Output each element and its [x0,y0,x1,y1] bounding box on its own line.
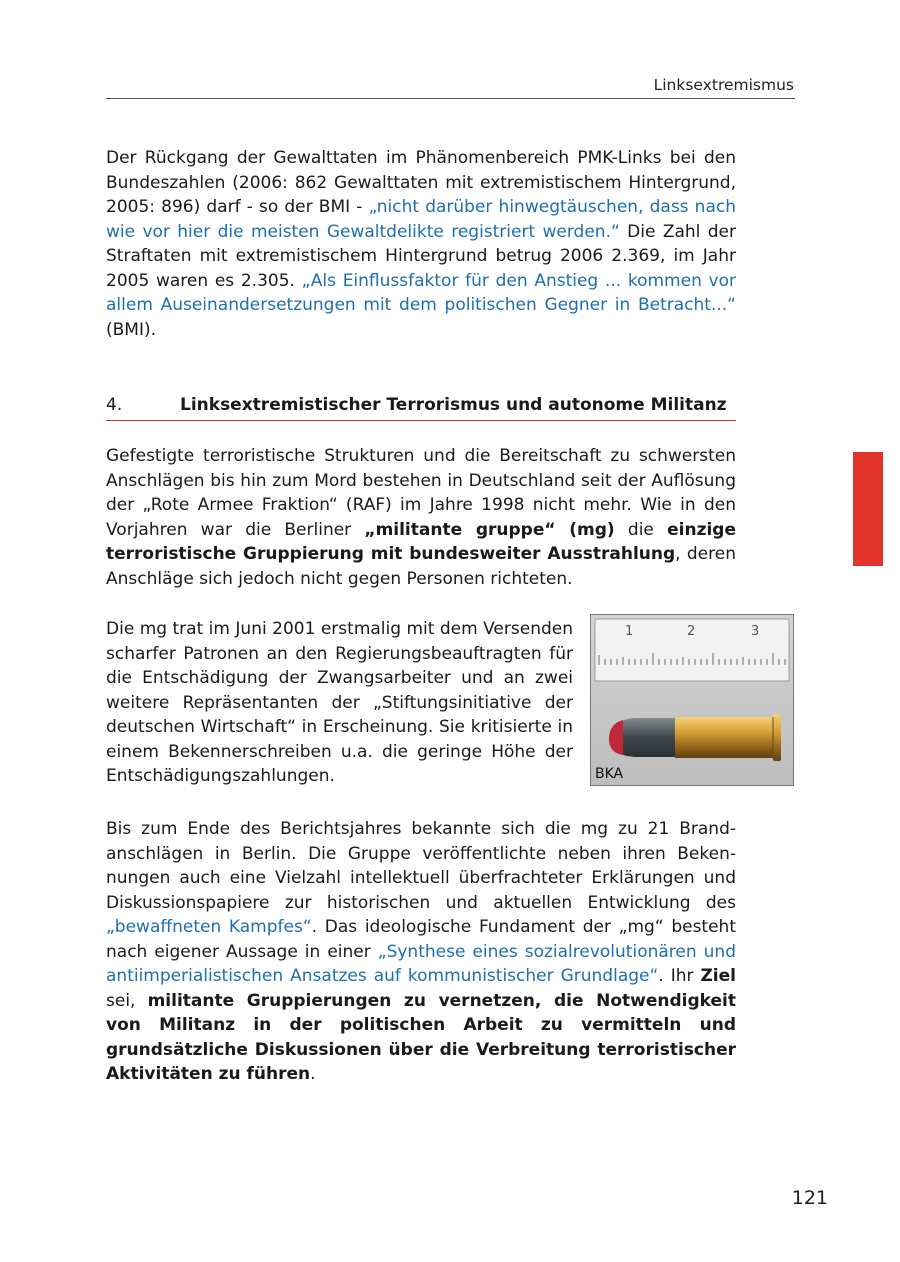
cartridge [609,714,781,761]
p4-quote-2: „Synthese eines sozialrevolutionären und antiimperialistischen Ansatzes auf kommunistischer Grundlage“ [106,941,736,986]
p2-text-2: die [614,519,668,540]
p4-text-5: . [310,1064,316,1084]
p1-text-3: (BMI). [106,319,157,340]
p2-bold-1: „militante gruppe“ (mg) [364,519,615,540]
ruler-label-1: 1 [625,624,634,639]
running-header: Linksextremismus [653,76,794,94]
paragraph-2 [106,444,736,591]
p1-quote-1: „nicht darüber hinwegtäuschen, dass nach wie vor hier die meisten Gewaltdelikte registriert werden.“ [106,197,736,242]
p4-bold-1: Ziel [700,966,736,986]
p1-quote-2: „Als Einflussfaktor für den Anstieg ... kommen vor allem Auseinandersetzungen mit dem politischen Gegner in Betracht...“ [106,270,736,315]
section-heading [106,395,736,419]
figure-caption: BKA [595,766,624,782]
ruler-label-2: 2 [687,624,696,639]
section-title: Linksextremistischer Terrorismus und autonome Militanz [180,395,727,415]
paragraph-3: Die mg trat im Juni 2001 erstmalig mit dem Versenden scharfer Patronen an den Regierungsbeauftragten für die Entschädigung der Zwangsarbeiter und an zwei weitere Repräsentanten der „Stiftungsinitiative der deutschen Wirtschaft“ in Erscheinung. Sie kritisierte in einem Bekennerschreiben u.a. die geringe Höhe der Entschädigungszahlungen. [106,619,573,786]
p2-bold-2: einzige terroristische Gruppierung mit bundesweiter Ausstrahlung [106,519,736,564]
section-number: 4. [106,395,123,415]
p2-text-3: , deren Anschläge sich jedoch nicht gegen Personen richteten. [106,544,736,589]
p4-text-4: sei, [106,990,148,1011]
paragraph-4 [106,817,736,1087]
p4-bold-2: militante Gruppierungen zu vernetzen, die Notwendigkeit von Militanz in der politischen Arbeit zu vermitteln und grundsätzliche Diskussionen über die Verbreitung terroristischer Aktivitäten zu führen [106,990,736,1084]
header-rule [106,98,795,99]
section-rule [106,420,736,421]
p4-text-2: . Das ideologische Fundament der „mg“ besteht nach eigener Aussage in einer [106,917,736,962]
p1-text-2: Die Zahl der Straftaten mit extremistischem Hintergrund betrug 2006 2.369, im Jahr 2005 waren es 2.305. [106,221,736,291]
p2-text-1: Gefestigte terroristische Strukturen und die Bereitschaft zu schwersten Anschlägen bis hin zum Mord bestehen in Deutschland seit der Auflösung der „Rote Armee Fraktion“ (RAF) im Jahre 1998 nicht mehr. Wie in den Vorjahren war die Berliner [106,446,736,540]
cartridge-photo [590,614,794,786]
p1-text-1: Der Rückgang der Gewalttaten im Phänomenbereich PMK-Links bei den Bundeszahlen (2006: 862 Gewalttaten mit extremistischem Hintergrund, 2005: 896) darf - so der BMI - [106,148,736,217]
cartridge-photo-graphic [591,615,793,785]
ruler-label-3: 3 [751,624,760,639]
p4-quote-1: „bewaffneten Kampfes“ [106,917,312,937]
page-number: 121 [791,1187,828,1209]
p4-text-3: . Ihr [658,966,701,986]
paragraph-1 [106,146,736,342]
chapter-tab-marker [853,452,883,566]
p4-text-1: Bis zum Ende des Berichtsjahres bekannte sich die mg zu 21 Brandanschlägen in Berlin. Die Gruppe veröffentlichte neben ihren Bekennungen auch eine Vielzahl intellektuell überfrachteter Erklärungen und Diskussionspapiere zur historischen und aktuellen Entwicklung des [106,819,736,913]
